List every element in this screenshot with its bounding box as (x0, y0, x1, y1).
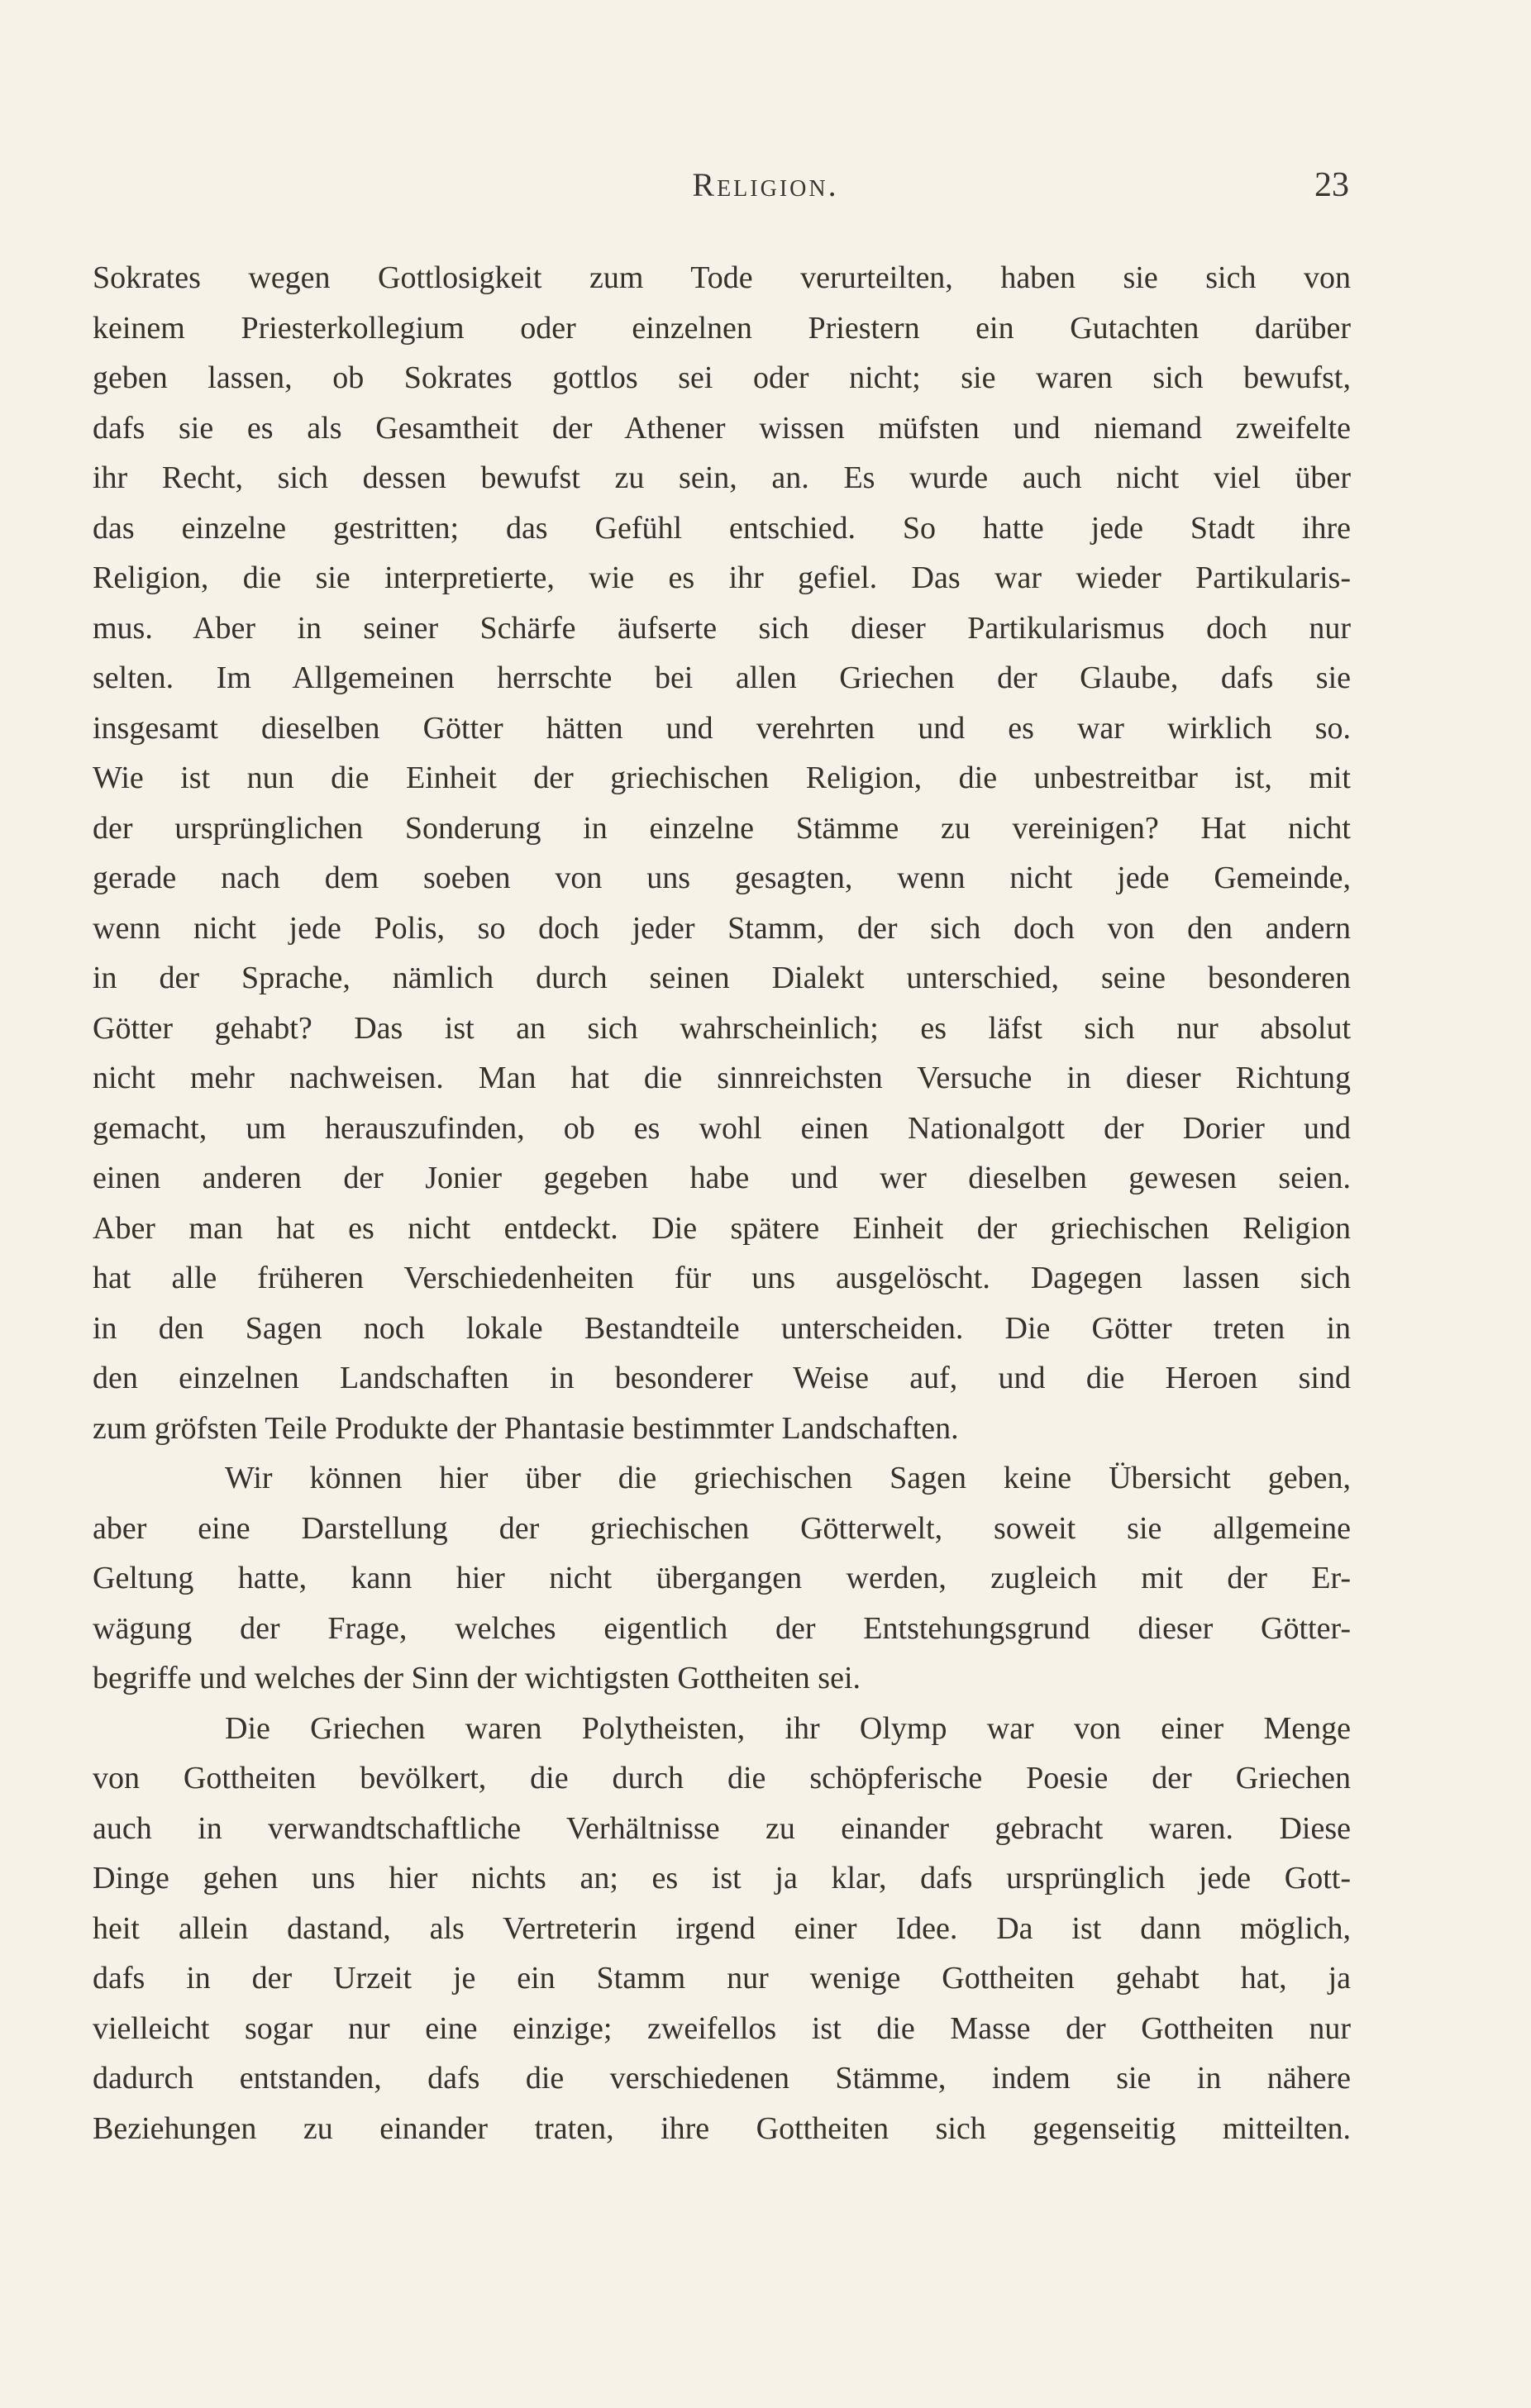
text-line: gerade nach dem soeben von uns gesagten, wenn nicht jede Gemeinde, (93, 861, 1351, 895)
body-text (93, 253, 1351, 2153)
page-number: 23 (1314, 166, 1349, 204)
text-line: Götter gehabt? Das ist an sich wahrscheinlich; es läfst sich nur absolut (93, 1010, 1351, 1046)
text-line: in der Sprache, nämlich durch seinen Dialekt unterschied, seine besonderen (93, 961, 1351, 995)
text-line: ihr Recht, sich dessen bewufst zu sein, an. Es wurde auch nicht viel über (93, 460, 1351, 495)
running-title: Religion. (692, 166, 839, 203)
text-line: einen anderen der Jonier gegeben habe und wer dieselben gewesen seien. (93, 1161, 1351, 1195)
text-line: Dinge gehen uns hier nichts an; es ist ja klar, dafs ursprünglich jede Gott- (93, 1861, 1351, 1895)
text-line: dafs sie es als Gesamtheit der Athener wissen müfsten und niemand zweifelte (93, 410, 1351, 446)
text-line: aber eine Darstellung der griechischen Götterwelt, soweit sie allgemeine (93, 1510, 1351, 1546)
text-line: dafs in der Urzeit je ein Stamm nur wenige Gottheiten gehabt hat, ja (93, 1961, 1351, 1996)
text-line: Sokrates wegen Gottlosigkeit zum Tode verurteilten, haben sie sich von (93, 260, 1351, 295)
text-line: mus. Aber in seiner Schärfe äufserte sich dieser Partikularismus doch nur (93, 610, 1351, 646)
text-line: Beziehungen zu einander traten, ihre Gottheiten sich gegenseitig mitteilten. (93, 2110, 1351, 2146)
text-line: vielleicht sogar nur eine einzige; zweifellos ist die Masse der Gottheiten nur (93, 2010, 1351, 2046)
paragraph-start-line: Die Griechen waren Polytheisten, ihr Olymp war von einer Menge (225, 1710, 1351, 1746)
text-line: heit allein dastand, als Vertreterin irgend einer Idee. Da ist dann möglich, (93, 1910, 1351, 1946)
text-line: dadurch entstanden, dafs die verschiedenen Stämme, indem sie in nähere (93, 2061, 1351, 2096)
text-line: keinem Priesterkollegium oder einzelnen Priestern ein Gutachten darüber (93, 310, 1351, 346)
text-line: hat alle früheren Verschiedenheiten für uns ausgelöscht. Dagegen lassen sich (93, 1261, 1351, 1295)
text-line: begriffe und welches der Sinn der wichtigsten Gottheiten sei. (93, 1661, 861, 1695)
text-line: den einzelnen Landschaften in besonderer Weise auf, und die Heroen sind (93, 1361, 1351, 1395)
text-line: zum gröfsten Teile Produkte der Phantasie bestimmter Landschaften. (93, 1410, 959, 1446)
text-line: Religion, die sie interpretierte, wie es ihr gefiel. Das war wieder Partikularis- (93, 560, 1351, 595)
text-line: insgesamt dieselben Götter hätten und verehrten und es war wirklich so. (93, 710, 1351, 746)
text-line: in den Sagen noch lokale Bestandteile unterscheiden. Die Götter treten in (93, 1310, 1351, 1346)
text-line: nicht mehr nachweisen. Man hat die sinnreichsten Versuche in dieser Richtung (93, 1061, 1351, 1095)
text-line: wägung der Frage, welches eigentlich der Entstehungsgrund dieser Götter- (93, 1610, 1351, 1646)
text-line: selten. Im Allgemeinen herrschte bei allen Griechen der Glaube, dafs sie (93, 660, 1351, 695)
text-line: auch in verwandtschaftliche Verhältnisse zu einander gebracht waren. Diese (93, 1810, 1351, 1846)
text-line: Wie ist nun die Einheit der griechischen Religion, die unbestreitbar ist, mit (93, 761, 1351, 795)
text-line: Aber man hat es nicht entdeckt. Die spätere Einheit der griechischen Religion (93, 1210, 1351, 1246)
running-head (0, 165, 1531, 223)
paragraph-start-line: Wir können hier über die griechischen Sagen keine Übersicht geben, (225, 1461, 1351, 1495)
text-line: der ursprünglichen Sonderung in einzelne Stämme zu vereinigen? Hat nicht (93, 810, 1351, 846)
text-line: gemacht, um herauszufinden, ob es wohl einen Nationalgott der Dorier und (93, 1110, 1351, 1146)
text-line: Geltung hatte, kann hier nicht übergangen werden, zugleich mit der Er- (93, 1561, 1351, 1595)
text-line: wenn nicht jede Polis, so doch jeder Stamm, der sich doch von den andern (93, 910, 1351, 946)
text-line: geben lassen, ob Sokrates gottlos sei oder nicht; sie waren sich bewufst, (93, 360, 1351, 395)
text-line: von Gottheiten bevölkert, die durch die schöpferische Poesie der Griechen (93, 1761, 1351, 1795)
text-line: das einzelne gestritten; das Gefühl entschied. So hatte jede Stadt ihre (93, 510, 1351, 546)
